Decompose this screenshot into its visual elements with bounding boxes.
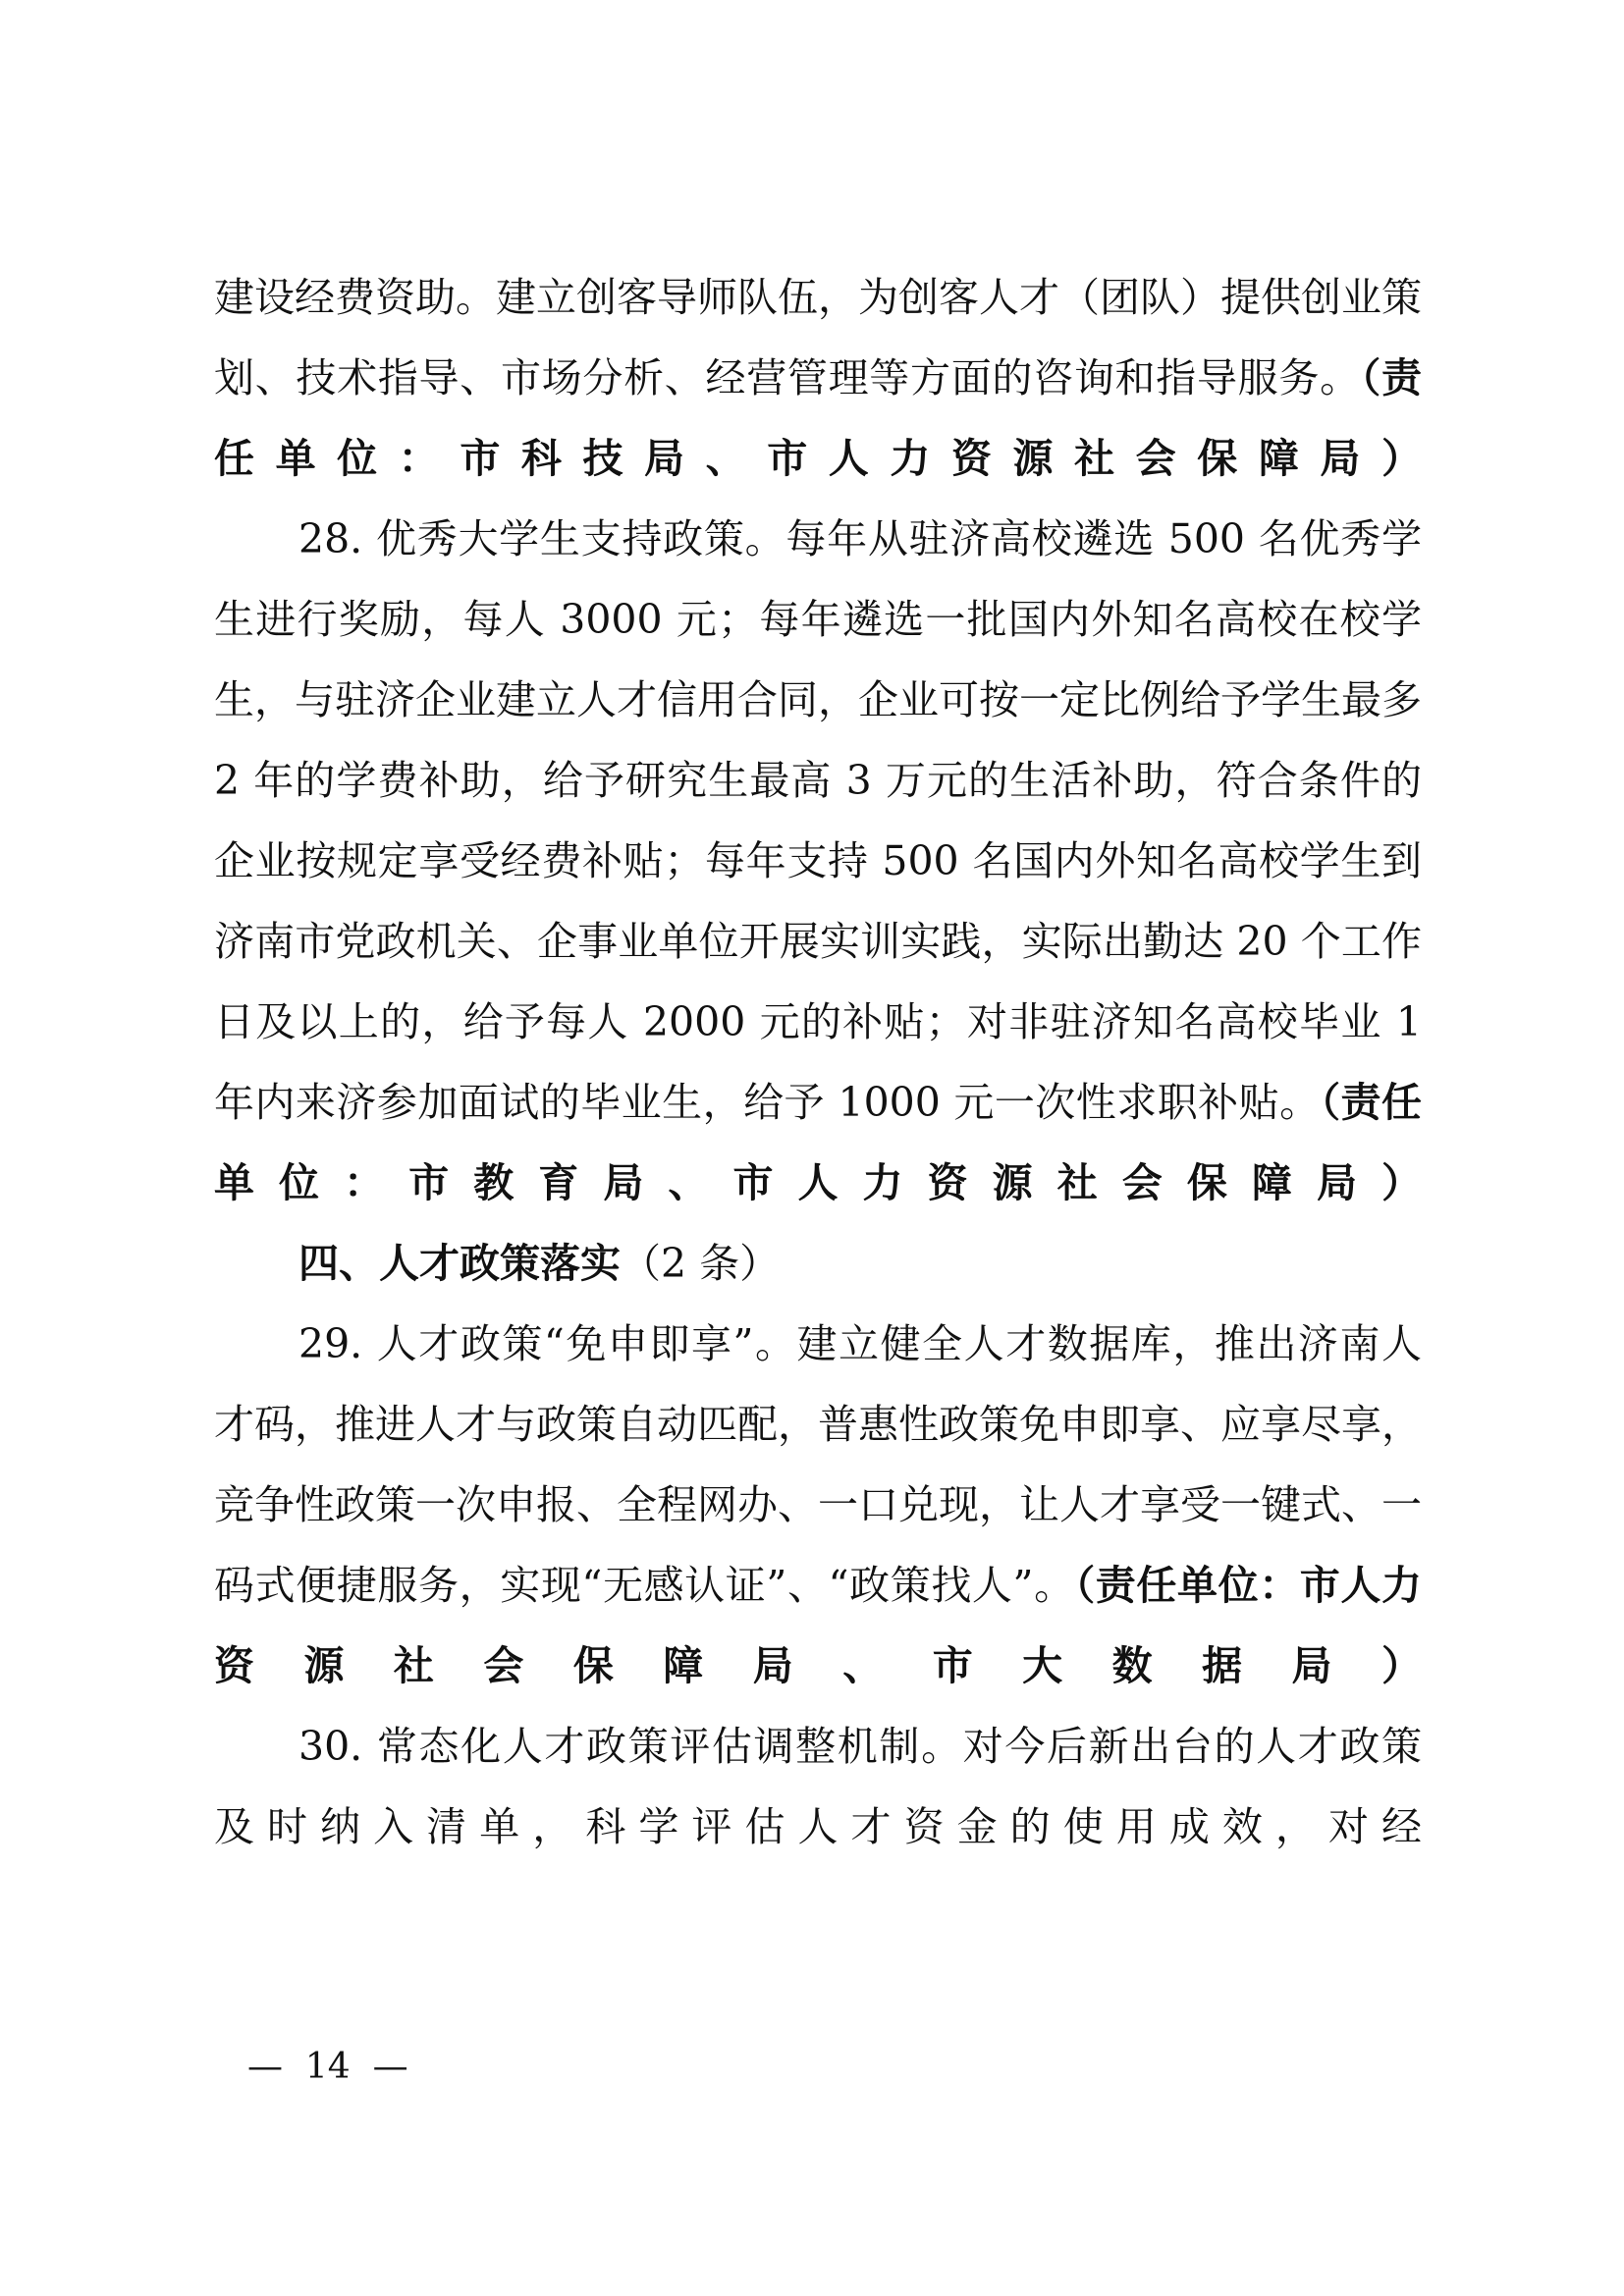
responsibility-units: （责任单位：市人力资源社会保障局、市大数据局） <box>214 1562 1423 1689</box>
page-number: — 14 — <box>247 2047 408 2087</box>
paragraph-text: 28. 优秀大学生支持政策。每年从驻济高校遴选 500 名优秀学生进行奖励，每人 3000 元；每年遴选一批国内外知名高校在校学生，与驻济企业建立人才信用合同，企业可按一定比例给予学生最多 2 年的学费补助，给予研究生最高 3 万元的生活补助，符合条件的企业按规定享受经费补贴；每年支持 500 名国内外知名高校学生到济南市党政机关、企事业单位开展实训实践，实际出勤达 20 个工作日及以上的，给予每人 2000 元的补贴；对非驻济知名高校毕业 1 年内来济参加面试的毕业生，给予 1000 元一次性求职补贴。 <box>214 515 1422 1126</box>
paragraph-27-continued <box>214 257 1422 499</box>
document-body <box>214 257 1422 1867</box>
section-heading-title: 四、人才政策落实 <box>298 1240 621 1287</box>
section-heading-count: （2 条） <box>621 1240 781 1287</box>
paragraph-text: 29. 人才政策“免申即享”。建立健全人才数据库，推出济南人才码，推进人才与政策自动匹配，普惠性政策免申即享、应享尽享，竞争性政策一次申报、全程网办、一口兑现，让人才享受一键式、一码式便捷服务，实现“无感认证”、“政策找人”。 <box>214 1320 1422 1609</box>
responsibility-units: （责任单位：市科技局、市人力资源社会保障局） <box>214 354 1423 482</box>
responsibility-units: （责任单位：市教育局、市人力资源社会保障局） <box>214 1079 1423 1206</box>
paragraph-28 <box>214 499 1422 1223</box>
paragraph-30 <box>214 1706 1422 1867</box>
paragraph-text: 30. 常态化人才政策评估调整机制。对今后新出台的人才政策及时纳入清单，科学评估人才资金的使用成效，对经 <box>214 1723 1422 1850</box>
section-heading <box>214 1223 1422 1304</box>
paragraph-29 <box>214 1304 1422 1706</box>
paragraph-text: 建设经费资助。建立创客导师队伍，为创客人才（团队）提供创业策划、技术指导、市场分析、经营管理等方面的咨询和指导服务。 <box>214 274 1422 401</box>
